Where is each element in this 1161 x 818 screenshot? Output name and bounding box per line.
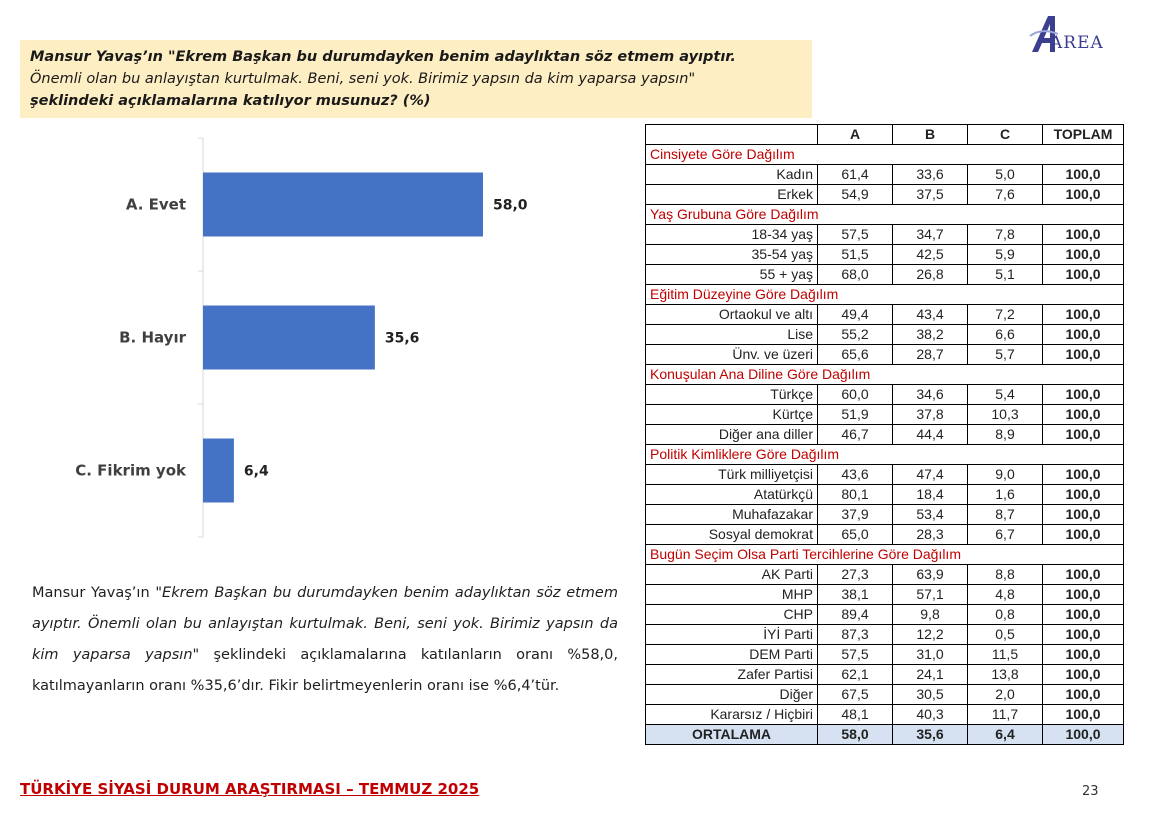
category-label: C. Fikrim yok: [75, 461, 186, 480]
bar: [203, 439, 234, 503]
table-average-value: 35,6: [893, 725, 968, 745]
table-row: [646, 325, 1124, 345]
table-cell-value: 34,6: [893, 385, 968, 405]
table-cell-value: 57,5: [818, 645, 893, 665]
table-cell-value: 47,4: [893, 465, 968, 485]
table-row-label: Lise: [646, 325, 818, 345]
table-cell-value: 5,1: [968, 265, 1043, 285]
table-row: [646, 525, 1124, 545]
table-cell-total: 100,0: [1043, 565, 1124, 585]
table-cell-value: 51,9: [818, 405, 893, 425]
table-cell-total: 100,0: [1043, 265, 1124, 285]
table-cell-value: 0,5: [968, 625, 1043, 645]
data-label: 6,4: [243, 463, 269, 480]
table-cell-total: 100,0: [1043, 425, 1124, 445]
bar: [203, 306, 375, 370]
table-cell-value: 62,1: [818, 665, 893, 685]
table-row: [646, 165, 1124, 185]
table-section-row: [646, 285, 1124, 305]
table-cell-total: 100,0: [1043, 605, 1124, 625]
table-cell-total: 100,0: [1043, 305, 1124, 325]
table-row: [646, 405, 1124, 425]
table-header-empty: [646, 125, 818, 145]
table-cell-total: 100,0: [1043, 685, 1124, 705]
table-cell-value: 13,8: [968, 665, 1043, 685]
table-cell-value: 27,3: [818, 565, 893, 585]
table-row: [646, 565, 1124, 585]
table-cell-value: 37,8: [893, 405, 968, 425]
table-cell-total: 100,0: [1043, 645, 1124, 665]
table-row-label: Türkçe: [646, 385, 818, 405]
table-row-label: Diğer ana diller: [646, 425, 818, 445]
summary-suffix: " şeklindeki açıklamalarına katılanların oranı %58,0, katılmayanların oranı %35,6’dır. Fikir belirtmeyenlerin oranı ise %6,4’tür.: [32, 647, 618, 694]
table-cell-value: 5,9: [968, 245, 1043, 265]
table-cell-total: 100,0: [1043, 625, 1124, 645]
data-label: 35,6: [384, 330, 420, 347]
table-cell-value: 63,9: [893, 565, 968, 585]
table-row-label: DEM Parti: [646, 645, 818, 665]
table-row-label: Sosyal demokrat: [646, 525, 818, 545]
table-cell-value: 38,2: [893, 325, 968, 345]
table-row-label: MHP: [646, 585, 818, 605]
table-row: [646, 485, 1124, 505]
table-row-label: Türk milliyetçisi: [646, 465, 818, 485]
table-row-label: CHP: [646, 605, 818, 625]
table-cell-value: 33,6: [893, 165, 968, 185]
table-row: [646, 505, 1124, 525]
table-cell-total: 100,0: [1043, 585, 1124, 605]
table-row: [646, 425, 1124, 445]
table-header-b: B: [893, 125, 968, 145]
table-cell-value: 65,6: [818, 345, 893, 365]
question-line-1: Mansur Yavaş’ın "Ekrem Başkan bu durumdayken benim adaylıktan söz etmem ayıptır.: [30, 49, 736, 65]
table-cell-value: 87,3: [818, 625, 893, 645]
table-cell-value: 57,5: [818, 225, 893, 245]
table-average-label: ORTALAMA: [646, 725, 818, 745]
table-row-label: Kürtçe: [646, 405, 818, 425]
table-row-label: Zafer Partisi: [646, 665, 818, 685]
footer-title: TÜRKİYE SİYASİ DURUM ARAŞTIRMASI – TEMMUZ 2025: [20, 780, 480, 798]
table-cell-value: 18,4: [893, 485, 968, 505]
table-cell-value: 1,6: [968, 485, 1043, 505]
table-section-row: [646, 445, 1124, 465]
table-cell-value: 67,5: [818, 685, 893, 705]
table-cell-total: 100,0: [1043, 485, 1124, 505]
page-number: 23: [1082, 784, 1099, 799]
table-cell-value: 37,5: [893, 185, 968, 205]
table-cell-value: 8,8: [968, 565, 1043, 585]
table-cell-value: 9,8: [893, 605, 968, 625]
table-cell-value: 10,3: [968, 405, 1043, 425]
table-cell-total: 100,0: [1043, 345, 1124, 365]
table-cell-value: 43,6: [818, 465, 893, 485]
table-cell-value: 31,0: [893, 645, 968, 665]
table-cell-value: 7,6: [968, 185, 1043, 205]
table-section-row: [646, 205, 1124, 225]
table-row-label: Ünv. ve üzeri: [646, 345, 818, 365]
table-average-value: 100,0: [1043, 725, 1124, 745]
table-row-label: Kararsız / Hiçbiri: [646, 705, 818, 725]
table-section-title: Cinsiyete Göre Dağılım: [646, 145, 1124, 165]
table-cell-value: 46,7: [818, 425, 893, 445]
table-average-value: 6,4: [968, 725, 1043, 745]
table-row: [646, 225, 1124, 245]
table-cell-value: 34,7: [893, 225, 968, 245]
table-header-c: C: [968, 125, 1043, 145]
table-average-row: [646, 725, 1124, 745]
table-section-title: Politik Kimliklere Göre Dağılım: [646, 445, 1124, 465]
table-cell-value: 40,3: [893, 705, 968, 725]
table-header-row: [646, 125, 1124, 145]
table-row-label: AK Parti: [646, 565, 818, 585]
table-cell-value: 80,1: [818, 485, 893, 505]
table-cell-value: 24,1: [893, 665, 968, 685]
table-row-label: Erkek: [646, 185, 818, 205]
table-cell-value: 28,7: [893, 345, 968, 365]
table-section-title: Konuşulan Ana Diline Göre Dağılım: [646, 365, 1124, 385]
table-cell-value: 8,7: [968, 505, 1043, 525]
table-row: [646, 605, 1124, 625]
table-row: [646, 265, 1124, 285]
table-cell-value: 51,5: [818, 245, 893, 265]
table-row: [646, 345, 1124, 365]
table-cell-value: 61,4: [818, 165, 893, 185]
table-cell-value: 12,2: [893, 625, 968, 645]
table-row-label: 55 + yaş: [646, 265, 818, 285]
category-label: B. Hayır: [119, 328, 186, 347]
summary-paragraph: [32, 578, 618, 702]
table-cell-value: 7,8: [968, 225, 1043, 245]
data-label: 58,0: [493, 197, 528, 214]
table-cell-total: 100,0: [1043, 405, 1124, 425]
table-cell-value: 5,7: [968, 345, 1043, 365]
table-header-a: A: [818, 125, 893, 145]
table-row-label: İYİ Parti: [646, 625, 818, 645]
table-row-label: 18-34 yaş: [646, 225, 818, 245]
table-cell-value: 5,0: [968, 165, 1043, 185]
category-label: A. Evet: [125, 195, 186, 214]
table-row: [646, 685, 1124, 705]
table-section-row: [646, 545, 1124, 565]
table-cell-value: 2,0: [968, 685, 1043, 705]
table-average-value: 58,0: [818, 725, 893, 745]
table-cell-value: 38,1: [818, 585, 893, 605]
table-section-title: Bugün Seçim Olsa Parti Tercihlerine Göre Dağılım: [646, 545, 1124, 565]
table-cell-total: 100,0: [1043, 245, 1124, 265]
table-cell-value: 55,2: [818, 325, 893, 345]
table-cell-value: 42,5: [893, 245, 968, 265]
logo-text: AREA: [1050, 33, 1104, 53]
table-section-row: [646, 145, 1124, 165]
summary-prefix: Mansur Yavaş’ın ": [32, 585, 163, 601]
table-body: [646, 145, 1124, 745]
table-cell-total: 100,0: [1043, 705, 1124, 725]
table-row-label: Atatürkçü: [646, 485, 818, 505]
table-section-row: [646, 365, 1124, 385]
table-row: [646, 305, 1124, 325]
table-cell-total: 100,0: [1043, 525, 1124, 545]
table-row: [646, 585, 1124, 605]
table-row-label: Kadın: [646, 165, 818, 185]
table-cell-value: 30,5: [893, 685, 968, 705]
table-row: [646, 705, 1124, 725]
bar: [203, 173, 483, 237]
table-cell-value: 43,4: [893, 305, 968, 325]
question-box: [20, 40, 812, 118]
area-logo: [1028, 14, 1112, 54]
table-cell-total: 100,0: [1043, 385, 1124, 405]
question-line-2: Önemli olan bu anlayıştan kurtulmak. Beni, seni yok. Birimiz yapsın da kim yaparsa yapsın": [30, 71, 696, 87]
table-cell-value: 28,3: [893, 525, 968, 545]
table-cell-value: 48,1: [818, 705, 893, 725]
table-cell-total: 100,0: [1043, 505, 1124, 525]
table-row: [646, 625, 1124, 645]
breakdown-table: [645, 124, 1124, 745]
table-row: [646, 185, 1124, 205]
table-section-title: Eğitim Düzeyine Göre Dağılım: [646, 285, 1124, 305]
table-cell-total: 100,0: [1043, 325, 1124, 345]
table-cell-value: 11,5: [968, 645, 1043, 665]
table-cell-value: 7,2: [968, 305, 1043, 325]
table-cell-value: 5,4: [968, 385, 1043, 405]
table-cell-value: 54,9: [818, 185, 893, 205]
table-section-title: Yaş Grubuna Göre Dağılım: [646, 205, 1124, 225]
table-row: [646, 465, 1124, 485]
table-row-label: Ortaokul ve altı: [646, 305, 818, 325]
table-cell-value: 68,0: [818, 265, 893, 285]
question-line-3: şeklindeki açıklamalarına katılıyor musunuz? (%): [30, 93, 431, 109]
table-row-label: Muhafazakar: [646, 505, 818, 525]
table-cell-value: 60,0: [818, 385, 893, 405]
table-cell-total: 100,0: [1043, 165, 1124, 185]
table-row-label: Diğer: [646, 685, 818, 705]
table-row: [646, 665, 1124, 685]
table-row: [646, 245, 1124, 265]
table-cell-value: 89,4: [818, 605, 893, 625]
table-cell-value: 11,7: [968, 705, 1043, 725]
table-cell-total: 100,0: [1043, 465, 1124, 485]
table-row: [646, 385, 1124, 405]
bar-chart: [20, 130, 620, 550]
table-cell-value: 6,6: [968, 325, 1043, 345]
table-cell-total: 100,0: [1043, 665, 1124, 685]
table-cell-value: 37,9: [818, 505, 893, 525]
table-cell-value: 65,0: [818, 525, 893, 545]
table-cell-value: 44,4: [893, 425, 968, 445]
table-header-toplam: TOPLAM: [1043, 125, 1124, 145]
table-row-label: 35-54 yaş: [646, 245, 818, 265]
table-cell-value: 9,0: [968, 465, 1043, 485]
table-cell-value: 8,9: [968, 425, 1043, 445]
table-cell-value: 0,8: [968, 605, 1043, 625]
table-cell-value: 57,1: [893, 585, 968, 605]
table-row: [646, 645, 1124, 665]
table-cell-value: 4,8: [968, 585, 1043, 605]
table-cell-total: 100,0: [1043, 185, 1124, 205]
bar-chart-svg: [20, 130, 620, 550]
table-cell-value: 6,7: [968, 525, 1043, 545]
table-cell-total: 100,0: [1043, 225, 1124, 245]
summary-quote: Ekrem Başkan bu durumdayken benim adaylıktan söz etmem ayıptır. Önemli olan bu anlayıştan kurtulmak. Beni, seni yok. Birimiz yapsın da kim yaparsa yapsın: [32, 585, 618, 663]
table-cell-value: 26,8: [893, 265, 968, 285]
table-cell-value: 53,4: [893, 505, 968, 525]
table-cell-value: 49,4: [818, 305, 893, 325]
